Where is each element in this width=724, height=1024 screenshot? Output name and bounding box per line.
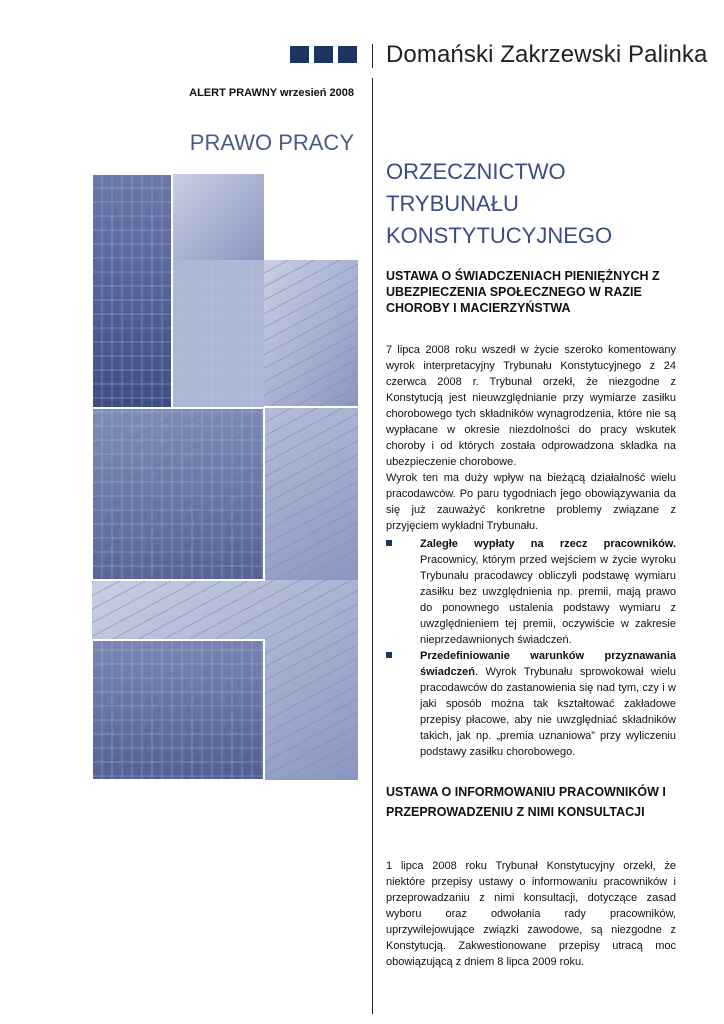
section1-heading: USTAWA O ŚWIADCZENIACH PIENIĘŻNYCH Z UBEZPIECZENIA SPOŁECZNEGO W RAZIE CHOROBY I MACIERZYŃSTWA bbox=[386, 269, 660, 315]
main-title-line-1: ORZECZNICTWO bbox=[386, 159, 566, 184]
section1-paragraph-1: 7 lipca 2008 roku wszedł w życie szeroko komentowany wyrok interpretacyjny Trybunału Konstytucyjnego z 24 czerwca 2008 r. Trybunał orzekł, że niezgodne z Konstytucją jest nieuwzględnianie przy wymiarze zasiłku chorobowego tych składników wynagrodzenia, które nie są wypłacane w okresie niezdolności do pracy wskutek choroby i od których została odprowadzona składka na ubezpieczenie chorobowe. bbox=[386, 344, 676, 468]
bullet-item-1 bbox=[386, 536, 676, 648]
building-photo bbox=[92, 174, 358, 780]
section1-paragraph-2: Wyrok ten ma duży wpływ na bieżącą działalność wielu pracodawców. Po paru tygodniach jego obowiązywania da się już zauważyć konkretne problemy związane z przyjęciem wykładni Trybunału. bbox=[386, 472, 676, 532]
section-title: PRAWO PRACY bbox=[189, 130, 354, 155]
section2-paragraph-1: 1 lipca 2008 roku Trybunał Konstytucyjny orzekł, że niektóre przepisy ustawy o informowaniu pracowników i przeprowadzaniu z nimi konsultacji, dotyczące zasad wyboru oraz odwołania rady pracowników, uprzywilejowujące związki zawodowe, są niezgodne z Konstytucją. Zakwestionowane przepisy utracą moc obowiązującą z dniem 8 lipca 2009 roku. bbox=[386, 860, 676, 968]
column-divider bbox=[372, 78, 373, 1014]
bullet-square-icon bbox=[386, 652, 392, 658]
main-title-line-2: TRYBUNAŁU bbox=[386, 191, 519, 216]
bullet-item-2 bbox=[386, 648, 676, 760]
brand-name: Domański Zakrzewski Palinka bbox=[386, 41, 708, 68]
bullet-2-bold: Przedefiniowanie warunków przyznawania świadczeń bbox=[420, 650, 676, 678]
section2-heading: USTAWA O INFORMOWANIU PRACOWNIKÓW I PRZEPROWADZENIU Z NIMI KONSULTACJI bbox=[386, 785, 666, 819]
main-title-line-3: KONSTYTUCYJNEGO bbox=[386, 223, 613, 248]
bullet-square-icon bbox=[386, 540, 392, 546]
alert-label: ALERT PRAWNY wrzesień 2008 bbox=[189, 87, 354, 99]
logo-square-3 bbox=[338, 46, 357, 63]
logo-divider bbox=[372, 44, 373, 68]
logo-square-1 bbox=[290, 46, 309, 63]
logo-square-2 bbox=[314, 46, 333, 63]
main-title bbox=[386, 156, 686, 252]
bullet-2-text: . Wyrok Trybunału sprowokował wielu pracodawców do zastanowienia się nad tym, czy i w jaki sposób można tak kształtować zakładowe przepisy płacowe, aby nie uwzględniać składników takich, jak np. „premia uznaniowa” przy wyliczeniu podstawy zasiłku chorobowego. bbox=[420, 666, 676, 758]
bullet-1-text: Pracownicy, którym przed wejściem w życie wyroku Trybunału pracodawcy obliczyli podstawę wymiaru zasiłku bez uwzględnienia np. premii, mają prawo do ponownego ustalenia podstawy wymiaru z uwzględnieniem tej premii, oczywiście w zakresie nieprzedawnionych świadczeń. bbox=[420, 554, 676, 646]
bullet-1-bold: Zaległe wypłaty na rzecz pracowników. bbox=[420, 538, 676, 550]
